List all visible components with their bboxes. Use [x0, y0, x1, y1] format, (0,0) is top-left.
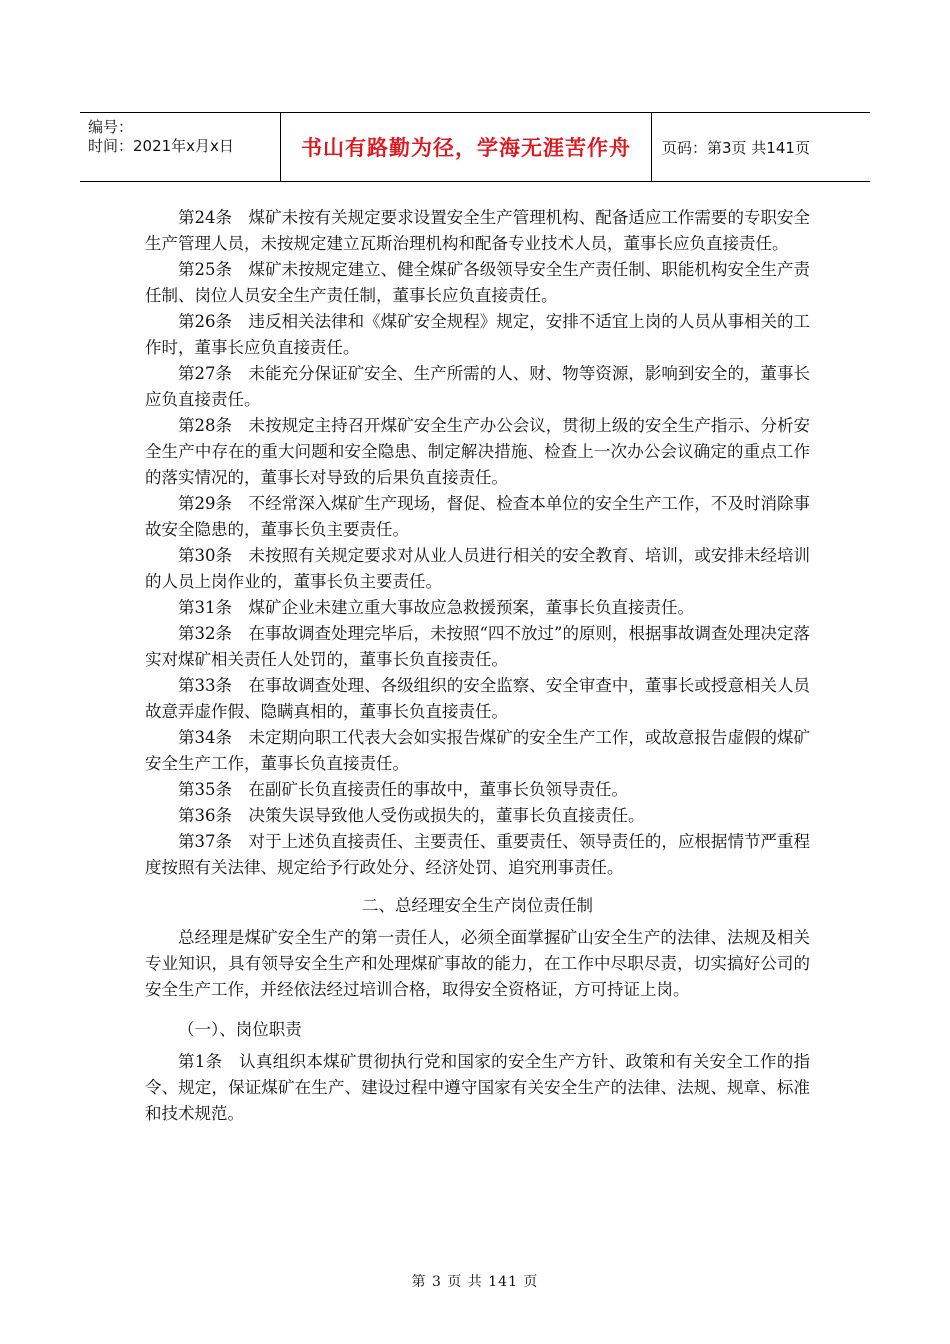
document-body: [145, 205, 810, 1127]
section-title: 二、总经理安全生产岗位责任制: [362, 896, 593, 915]
article-paragraph: 第25条 煤矿未按规定建立、健全煤矿各级领导安全生产责任制、职能机构安全生产责任制、岗位人员安全生产责任制，董事长应负直接责任。: [145, 260, 810, 305]
article-paragraph: 第27条 未能充分保证矿安全、生产所需的人、财、物等资源，影响到安全的，董事长应负直接责任。: [145, 364, 810, 409]
article-paragraph: 第31条 煤矿企业未建立重大事故应急救援预案，董事长负直接责任。: [178, 598, 694, 617]
article-paragraph: 第24条 煤矿未按有关规定要求设置安全生产管理机构、配备适应工作需要的专职安全生产管理人员，未按规定建立瓦斯治理机构和配备专业技术人员，董事长应负直接责任。: [145, 208, 810, 253]
article-paragraph: 第28条 未按规定主持召开煤矿安全生产办公会议，贯彻上级的安全生产指示、分析安全生产中存在的重大问题和安全隐患、制定解决措施、检查上一次办公会议确定的重点工作的落实情况的，董事长对导致的后果负直接责任。: [145, 416, 810, 487]
section-intro: 总经理是煤矿安全生产的第一责任人，必须全面掌握矿山安全生产的法律、法规及相关专业知识，具有领导安全生产和处理煤矿事故的能力，在工作中尽职尽责，切实搞好公司的安全生产工作，并经依法经过培训合格，取得安全资格证，方可持证上岗。: [145, 928, 810, 999]
article-paragraph: 第32条 在事故调查处理完毕后，未按照“四不放过”的原则，根据事故调查处理决定落实对煤矿相关责任人处罚的，董事长负直接责任。: [145, 624, 810, 669]
subsection-title: （一）、岗位职责: [178, 1020, 302, 1039]
document-header: [80, 112, 870, 182]
header-motto: 书山有路勤为径，学海无涯苦作舟: [281, 113, 652, 181]
article-paragraph: 第29条 不经常深入煤矿生产现场，督促、检查本单位的安全生产工作，不及时消除事故安全隐患的，董事长负主要责任。: [145, 494, 810, 539]
article-paragraph: 第1条 认真组织本煤矿贯彻执行党和国家的安全生产方针、政策和有关安全工作的指令、规定，保证煤矿在生产、建设过程中遵守国家有关安全生产的法律、法规、规章、标准和技术规范。: [145, 1052, 810, 1123]
article-paragraph: 第35条 在副矿长负直接责任的事故中，董事长负领导责任。: [178, 780, 628, 799]
header-page-info: 页码：第3页 共141页: [662, 138, 810, 157]
article-paragraph: 第36条 决策失误导致他人受伤或损失的，董事长负直接责任。: [178, 806, 645, 825]
page-footer: 第 3 页 共 141 页: [411, 1274, 539, 1290]
article-paragraph: 第33条 在事故调查处理、各级组织的安全监察、安全审查中，董事长或授意相关人员故意弄虚作假、隐瞒真相的，董事长负直接责任。: [145, 676, 810, 721]
date-label: 时间：2021年x月x日: [88, 137, 234, 155]
header-meta: [80, 113, 281, 181]
article-paragraph: 第37条 对于上述负直接责任、主要责任、重要责任、领导责任的，应根据情节严重程度按照有关法律、规定给予行政处分、经济处罚、追究刑事责任。: [145, 832, 810, 877]
article-paragraph: 第30条 未按照有关规定要求对从业人员进行相关的安全教育、培训，或安排未经培训的人员上岗作业的，董事长负主要责任。: [145, 546, 810, 591]
number-label: 编号：: [88, 118, 134, 136]
article-paragraph: 第34条 未定期向职工代表大会如实报告煤矿的安全生产工作，或故意报告虚假的煤矿安全生产工作，董事长负直接责任。: [145, 728, 810, 773]
article-paragraph: 第26条 违反相关法律和《煤矿安全规程》规定，安排不适宜上岗的人员从事相关的工作时，董事长应负直接责任。: [145, 312, 810, 357]
